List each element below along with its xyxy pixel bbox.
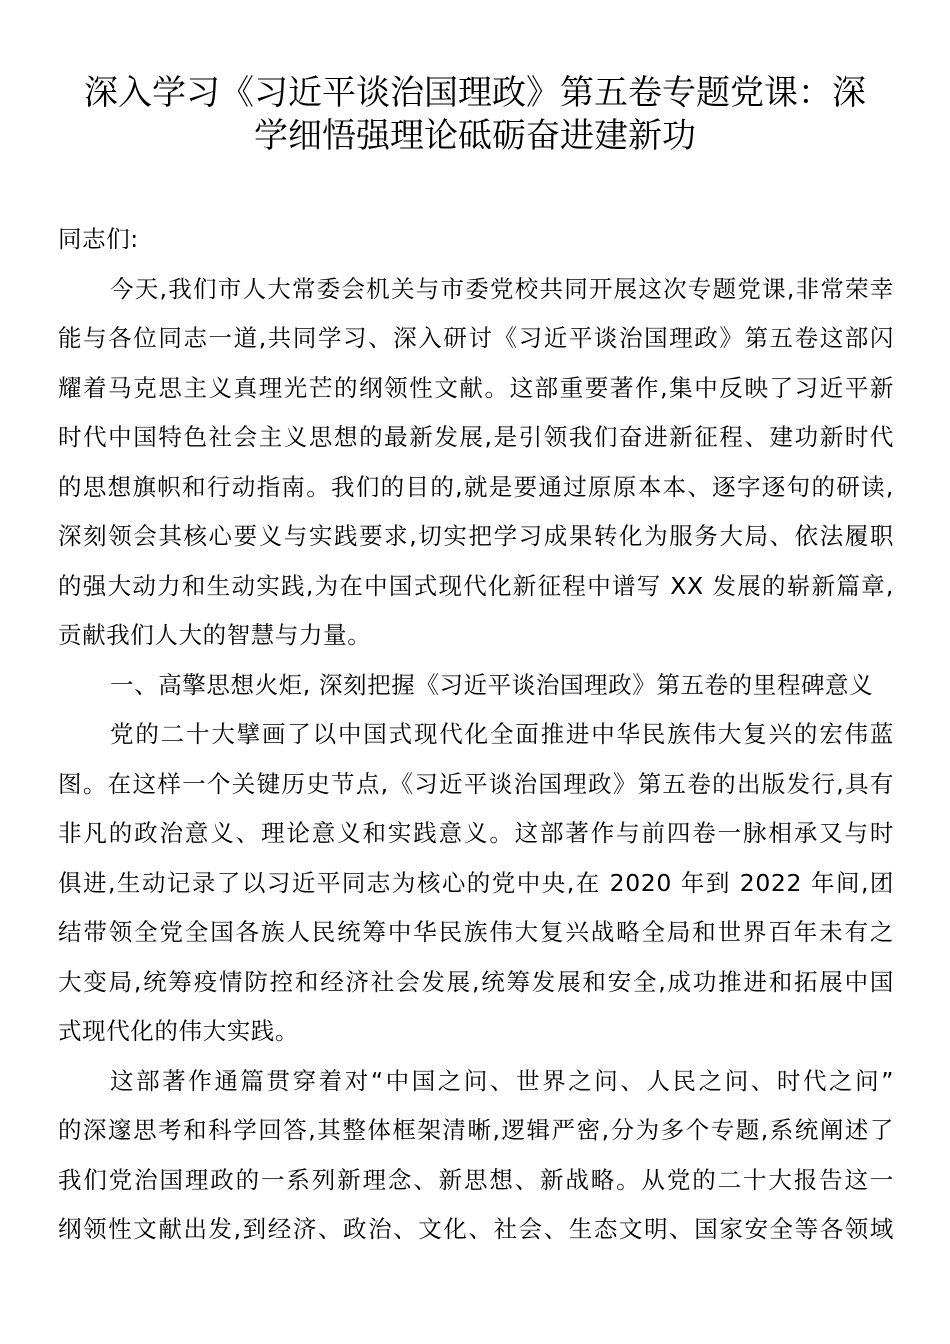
paragraph-line: 的强大动力和生动实践,为在中国式现代化新征程中谱写 XX 发展的崭新篇章, xyxy=(58,571,894,600)
paragraph-line: 耀着马克思主义真理光芒的纲领性文献。这部重要著作,集中反映了习近平新 xyxy=(58,373,894,402)
paragraph-line: 式现代化的伟大实践。 xyxy=(58,1017,299,1045)
document-body xyxy=(58,215,894,1255)
section-heading: 一、高擎思想火炬, 深刻把握《习近平谈治国理政》第五卷的里程碑意义 xyxy=(110,670,874,699)
title-line-2: 学细悟强理论砥砺奋进建新功 xyxy=(254,116,696,156)
paragraph-line: 能与各位同志一道,共同学习、深入研讨《习近平谈治国理政》第五卷这部闪 xyxy=(58,324,894,352)
title-line-1: 深入学习《习近平谈治国理政》第五卷专题党课：深 xyxy=(84,73,866,113)
paragraph-2 xyxy=(58,710,894,1057)
paragraph-line: 的思想旗帜和行动指南。我们的目的,就是要通过原原本本、逐字逐句的研读, xyxy=(58,472,894,501)
paragraph-line: 贡献我们人大的智慧与力量。 xyxy=(58,621,372,649)
paragraph-3 xyxy=(58,1057,894,1255)
paragraph-line: 图。在这样一个关键历史节点,《习近平谈治国理政》第五卷的出版发行,具有 xyxy=(58,769,894,798)
paragraph-intro xyxy=(58,265,894,661)
paragraph-line: 结带领全党全国各族人民统筹中华民族伟大复兴战略全局和世界百年未有之 xyxy=(58,918,894,946)
paragraph-line: 党的二十大擘画了以中国式现代化全面推进中华民族伟大复兴的宏伟蓝 xyxy=(110,720,894,748)
paragraph-line: 时代中国特色社会主义思想的最新发展,是引领我们奋进新征程、建功新时代 xyxy=(58,423,894,451)
paragraph-line: 深刻领会其核心要义与实践要求,切实把学习成果转化为服务大局、依法履职 xyxy=(58,522,894,550)
section-heading-1 xyxy=(58,661,894,711)
paragraph-line: 的深邃思考和科学回答,其整体框架清晰,逻辑严密,分为多个专题,系统阐述了 xyxy=(58,1116,894,1144)
paragraph-line: 今天,我们市人大常委会机关与市委党校共同开展这次专题党课,非常荣幸 xyxy=(110,274,894,303)
paragraph-line: 这部著作通篇贯穿着对“中国之问、世界之问、人民之问、时代之问” xyxy=(110,1066,894,1095)
salutation: 同志们: xyxy=(58,225,139,253)
document-title xyxy=(40,72,910,158)
paragraph-line: 纲领性文献出发,到经济、政治、文化、社会、生态文明、国家安全等各领域 xyxy=(58,1215,894,1243)
paragraph-line: 大变局,统筹疫情防控和经济社会发展,统筹发展和安全,成功推进和拓展中国 xyxy=(58,967,894,996)
paragraph-line: 我们党治国理政的一系列新理念、新思想、新战略。从党的二十大报告这一 xyxy=(58,1165,894,1194)
paragraph-line: 非凡的政治意义、理论意义和实践意义。这部著作与前四卷一脉相承又与时 xyxy=(58,819,894,847)
paragraph-line: 俱进,生动记录了以习近平同志为核心的党中央,在 2020 年到 2022 年间,团 xyxy=(58,868,894,897)
